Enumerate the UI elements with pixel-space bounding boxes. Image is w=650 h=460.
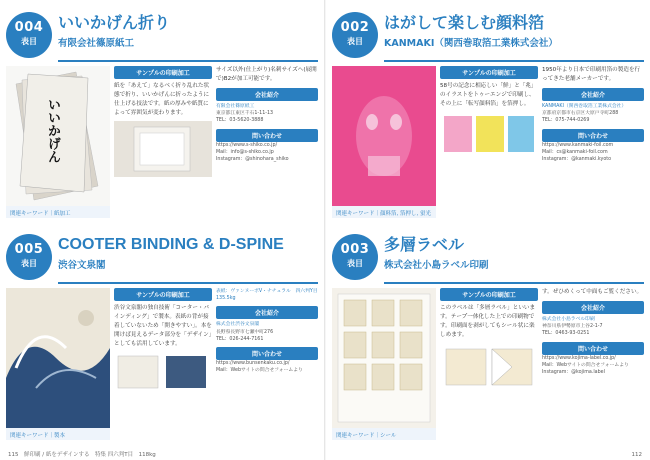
section-heading [384,14,644,49]
section-number-badge [332,12,378,58]
badge-label: 表目 [21,37,37,46]
company-tel: TEL：075-744-0269 [542,118,590,124]
company-url[interactable]: https://www.bunsenkaku.co.jp/ [216,361,290,367]
section-005 [6,230,318,445]
company-name: KANMAKI（関西巻取箔工業株式会社） [542,104,627,109]
badge-number: 004 [14,20,44,35]
keyword-bar: 関連キーワード｜製本 [6,428,110,440]
sample-text: このラベルは「多層ラベル」といいます。テープ一体化した上での印刷物です。印刷面を剥がしてもシール状に楽しめます。 [440,305,536,338]
company-address: 長野県長野市七瀬中町276 [216,329,274,335]
spec-text: 1950年より日本で印刷用箔の製造を行ってきた老舗メーカーです。 [542,67,641,82]
sample-heading: サンプルの印刷加工 [114,66,212,79]
company-info [542,66,644,163]
info-heading: 会社紹介 [216,306,318,319]
page-folio-right: 112 [631,452,642,458]
badge-number: 003 [340,242,370,257]
company-mail[interactable]: Mail：info@s-shiko.co.jp [216,149,274,155]
company-mail[interactable]: Mail：cs@kanmaki-foil.com [542,149,608,155]
company-address: 京都府京都市右京区大原戸寺町288 [542,111,619,117]
company-mail[interactable]: Mail：Webサイトの問合せフォームより [216,368,303,374]
sample-text: 58号の記念に相応しい「鮮」と「兆」のイラストをトゥーエンジで印刷し、その上に「転写顔料箔」を箔押し。 [440,83,537,107]
wave-print-illustration [6,288,110,428]
section-heading [58,236,318,271]
company-info [216,66,318,163]
section-004 [6,8,318,223]
heading-rule [384,60,644,62]
badge-number: 005 [14,242,44,257]
company-name: 有限会社篠原紙工 [216,104,255,109]
section-title: はがして楽しむ顔料箔 [384,13,545,32]
spec-text: サイズ以外(仕上がり)名刺サイズへ(展開で)B2が加工可能です。 [216,67,317,82]
company-tel: TEL：026-244-7161 [216,336,264,342]
info-heading: 会社紹介 [216,88,318,101]
section-title: いいかげん折り [58,13,171,32]
sample-photo [332,288,436,440]
sample-text: 渋谷文泉閣の独自技術「コーター・バインディング」で製本。表紙の背が接着していないため「開きやすい」。本を開けば見えるデータ部分を「デザイン」としても活用しています。 [114,305,212,347]
section-title: 多層ラベル [384,235,465,254]
company-address: 東京都江東区千石1-11-13 [216,111,274,117]
sample-photo [6,288,110,440]
company-instagram[interactable]: Instagram：@shinohara_shiko [216,157,289,163]
sample-detail-image [114,352,212,392]
badge-label: 表目 [347,37,363,46]
company-tel: TEL：03-5620-3888 [216,118,264,124]
sample-heading: サンプルの印刷加工 [440,66,538,79]
company-instagram[interactable]: Instagram：@kojima.label [542,370,605,376]
sample-heading: サンプルの印刷加工 [114,288,212,301]
contact-heading: 問い合わせ [216,129,318,142]
sample-detail-image [114,121,212,177]
keyword-bar: 関連キーワード｜顔料箔, 箔押し, 蛍光 [332,206,436,218]
heading-rule [58,282,318,284]
sample-description [440,66,538,156]
contact-heading: 問い合わせ [542,129,644,142]
label-sheet-illustration [332,288,436,428]
info-heading: 会社紹介 [542,88,644,101]
company-instagram[interactable]: Instagram：@kanmaki.kyoto [542,157,612,163]
keyword-bar: 関連キーワード｜シール [332,428,436,440]
section-company: KANMAKI（関西巻取箔工業株式会社） [384,38,558,49]
sample-text: 紙を「あえて」なるべく折り乱れた状態で折り、いいかげんに折ったように仕上げる技法です。紙の厚みや紙質によって雰囲気が変わります。 [114,83,210,116]
pink-foil-sheet-illustration [332,66,436,206]
foil-swatches-illustration [440,112,538,156]
keyword-bar: 関連キーワード｜紙加工 [6,206,110,218]
section-heading [384,236,644,271]
company-info [216,288,318,374]
spec-text: す。ぜひめくって中面もご覧ください。 [542,289,643,295]
company-name: 株式会社渋谷文泉閣 [216,322,260,328]
sample-detail-image [440,112,538,156]
company-mail[interactable]: Mail：Webサイトの問合せフォームより [542,362,629,368]
sheet-stack-illustration [114,121,212,177]
page-gutter [324,0,326,460]
section-003 [332,230,644,445]
section-002 [332,8,644,223]
photo-title-text: いいかげん [45,98,60,163]
company-url[interactable]: https://www.kojima-label.co.jp/ [542,355,616,361]
heading-rule [384,282,644,284]
spec-text: 表紙：ヴァンヌーボV・ナチュラル 四六判Y目 135.5kg [216,289,318,302]
contact-heading: 問い合わせ [216,347,318,360]
section-company: 渋谷文泉閣 [58,260,106,271]
section-number-badge [332,234,378,280]
company-name: 株式会社小島ラベル印刷 [542,317,595,322]
sample-detail-image [440,343,538,391]
badge-number: 002 [340,20,370,35]
badge-label: 表目 [21,259,37,268]
sample-description [114,288,212,392]
badge-label: 表目 [347,259,363,268]
section-company: 有限会社篠原紙工 [58,38,135,49]
sample-description [114,66,212,177]
sample-description [440,288,538,391]
binding-detail-illustration [114,352,212,392]
section-number-badge [6,234,52,280]
section-number-badge [6,12,52,58]
page-folio-left: 115 鮮印刷 / 紙をデザインする 特集 四六判T目 118kg [8,452,156,458]
sample-photo [332,66,436,218]
company-info [542,288,644,376]
sample-heading: サンプルの印刷加工 [440,288,538,301]
company-tel: TEL：0463-93-0251 [542,331,590,337]
section-company: 株式会社小島ラベル印刷 [384,260,489,271]
layered-label-illustration [440,343,538,391]
section-heading [58,14,318,49]
company-url[interactable]: https://www.s-shiko.co.jp/ [216,142,278,148]
sample-photo [6,66,110,218]
company-address: 神奈川県伊勢原市上谷2-1-7 [542,324,603,330]
company-url[interactable]: https://www.kanmaki-foil.com [542,142,614,148]
contact-heading: 問い合わせ [542,342,644,355]
heading-rule [58,60,318,62]
section-title: COOTER BINDING & D-SPINE [58,236,284,253]
info-heading: 会社紹介 [542,301,644,314]
